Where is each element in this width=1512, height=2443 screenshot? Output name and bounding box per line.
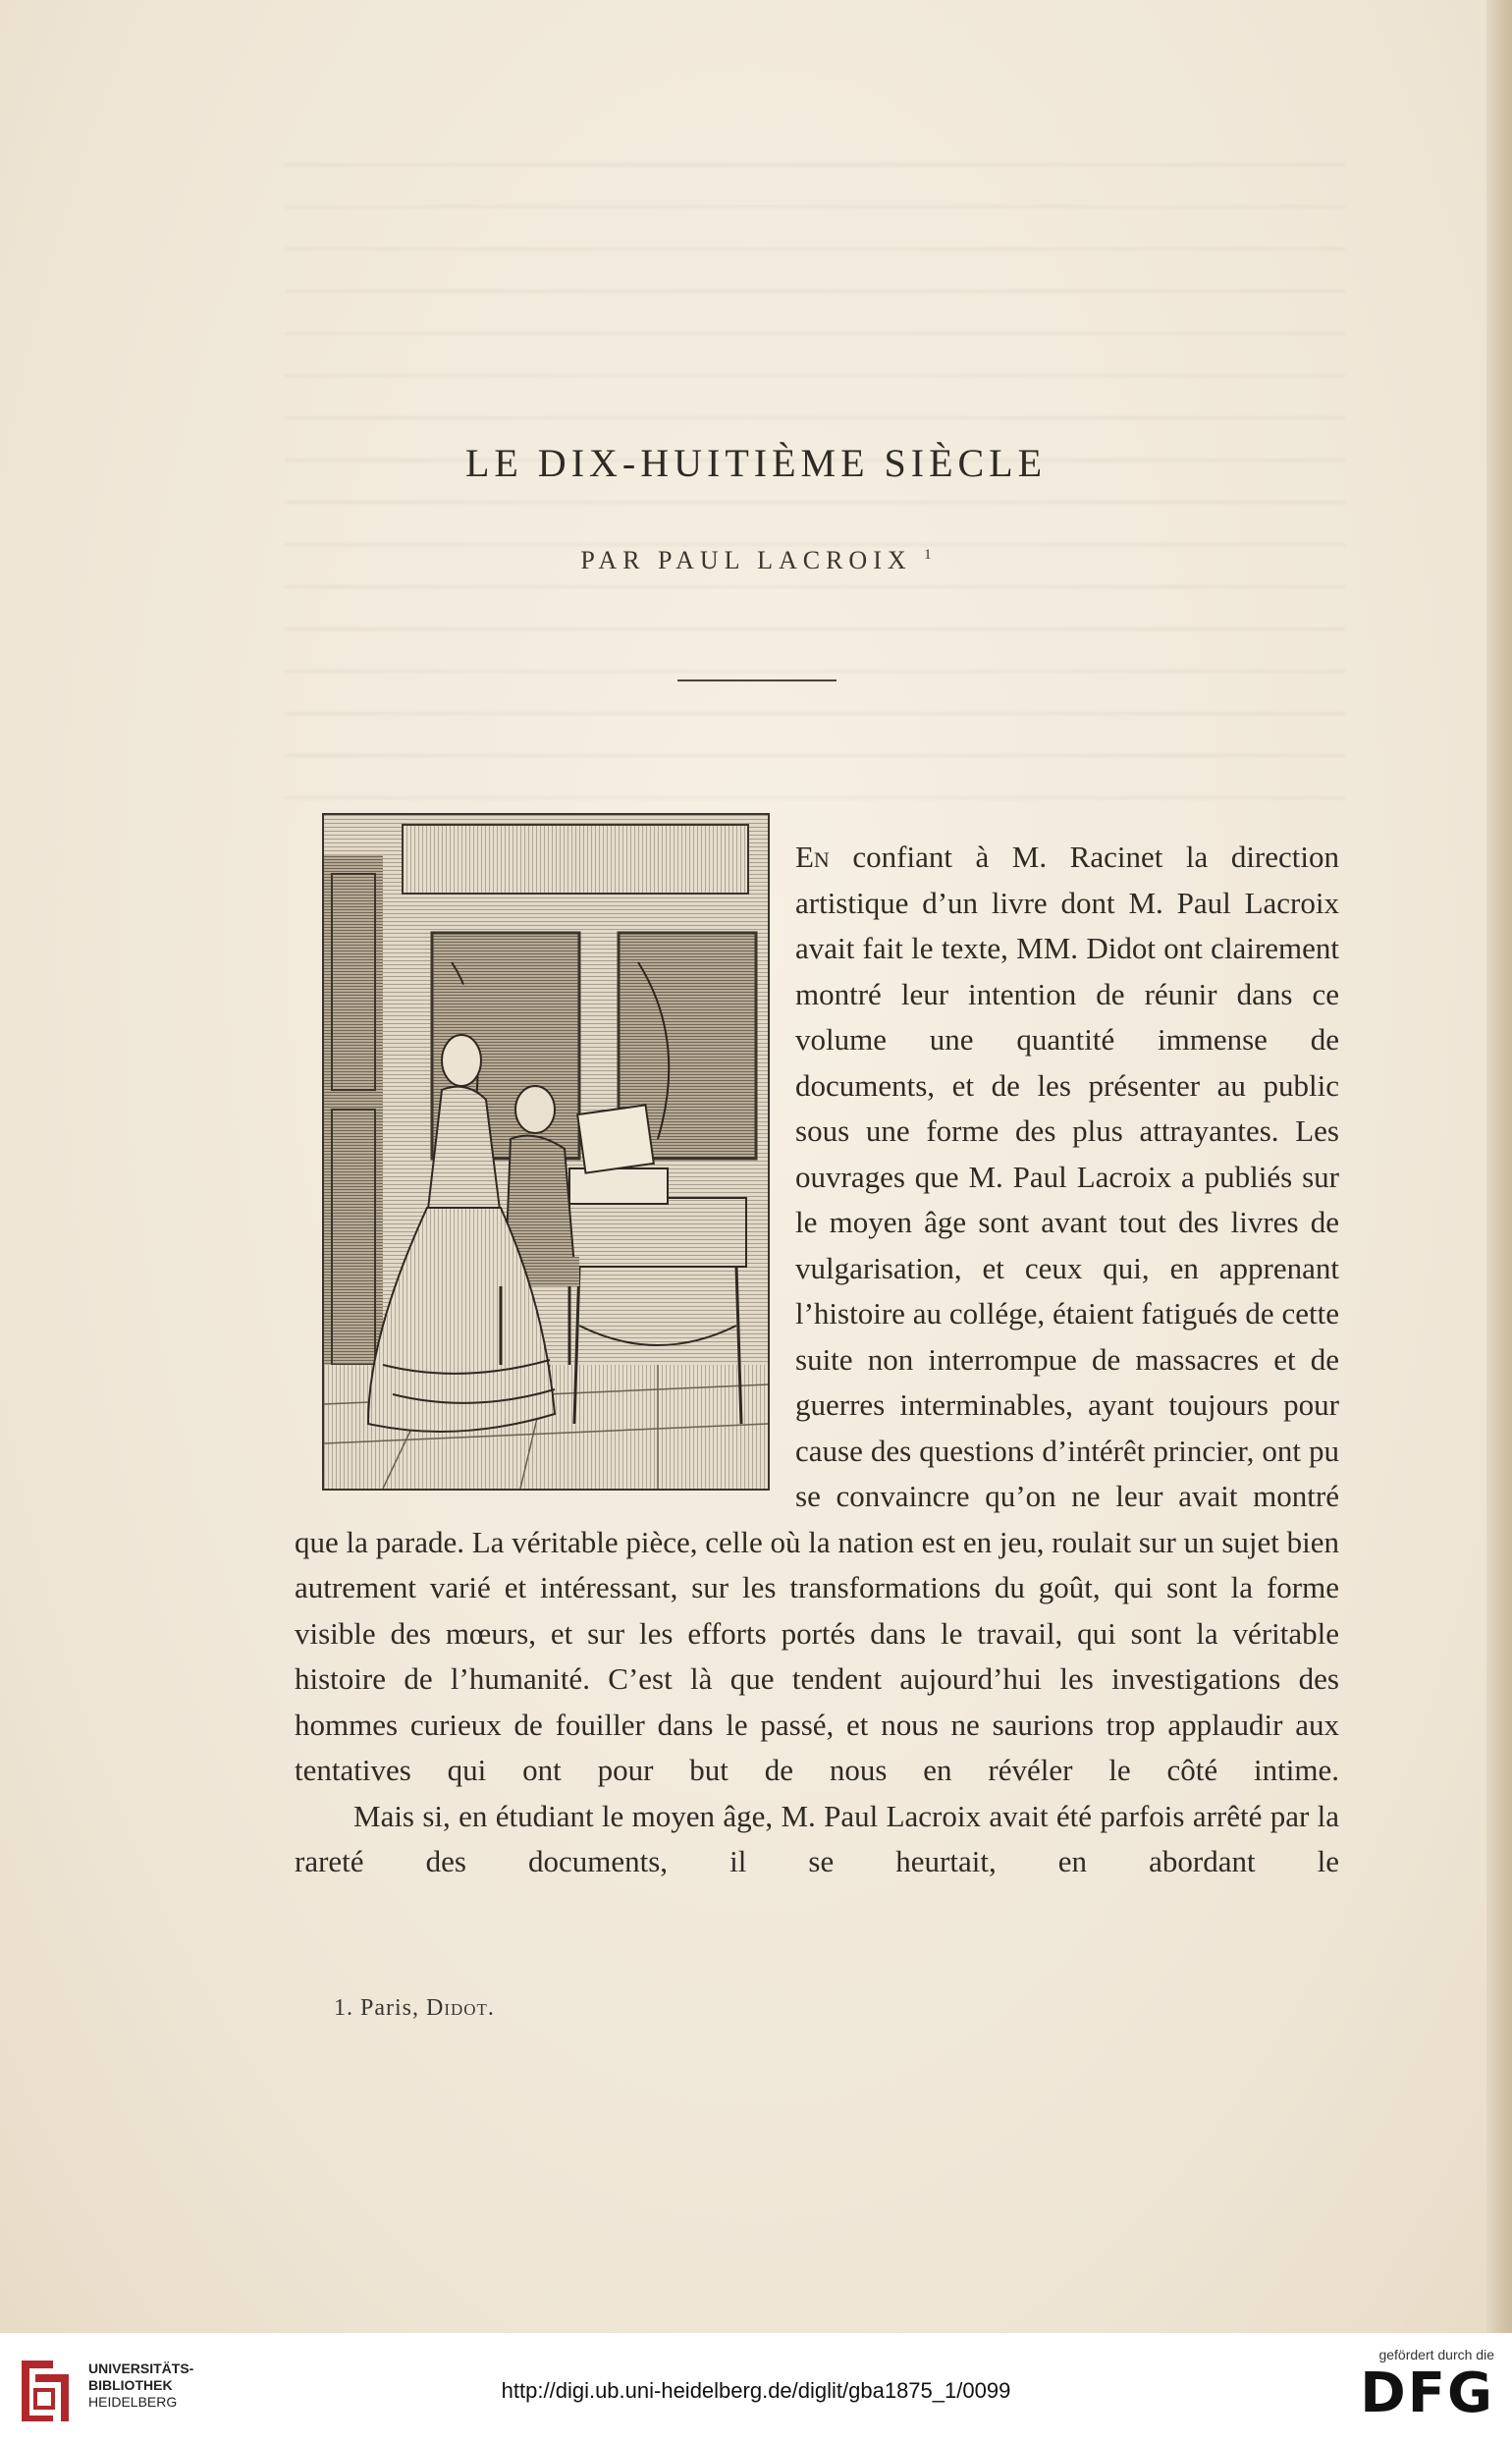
footnote-number: 1. bbox=[334, 1995, 353, 2021]
engraving-drawing bbox=[324, 815, 768, 1489]
article-title: LE DIX-HUITIÈME SIÈCLE bbox=[464, 441, 1048, 485]
dropcap-word: En bbox=[795, 840, 830, 874]
article-byline bbox=[0, 546, 1512, 575]
dfg-logo: DFG bbox=[1360, 2362, 1494, 2425]
paragraph-2: Mais si, en étudiant le moyen âge, M. Paul Lacroix avait été parfois arrêté par la rareté des documents, il se heurtait, en abordant le bbox=[295, 1798, 1339, 1878]
institution-line-3: HEIDELBERG bbox=[88, 2394, 178, 2410]
institution-line-1: UNIVERSITÄTS- bbox=[88, 2361, 194, 2376]
permalink-url[interactable]: http://digi.ub.uni-heidelberg.de/diglit/gba1875_1/0099 bbox=[501, 2378, 1011, 2403]
engraving-illustration bbox=[322, 813, 770, 1491]
byline-text: PAR PAUL LACROIX bbox=[580, 546, 912, 574]
title-rule bbox=[677, 679, 837, 681]
footnote-publisher: Didot. bbox=[426, 1995, 495, 2021]
viewer-footer bbox=[0, 2333, 1512, 2443]
paragraph-1-text: confiant à M. Racinet la direction artistique d’un livre dont M. Paul Lacroix avait fait le texte, MM. Didot ont clairement montré leur intention de réunir dans ce volume une quantité immense de documents, et de les présenter au public sous une forme des plus attrayantes. Les ouvrages que M. Paul Lacroix a publiés sur le moyen âge sont avant tout des livres de vulgarisation, et ceux qui, en apprenant l’histoire au collége, étaient fatigués de cette suite non interrompue de massacres et de guerres interminables, ayant toujours pour cause des questions d’intérêt princier, ont pu se convaincre qu’on ne leur avait montré que la parade. La véritable pièce, celle où la nation est en jeu, roulait sur un sujet bien autrement varié et intéressant, sur les transformations du goût, qui sont la forme visible des mœurs, et sur les efforts portés dans le travail, qui sont la véritable histoire de l’humanité. C’est là que tendent aujourd’hui les investigations des hommes curieux de fouiller dans le passé, et nous ne saurions trop applaudir aux tentatives qui ont pour but de nous en révéler le côté intime. bbox=[295, 840, 1339, 1787]
funded-by-text: gefördert durch die bbox=[1378, 2347, 1494, 2362]
byline-footnote-ref: 1 bbox=[924, 547, 932, 563]
institution-line-2: BIBLIOTHEK bbox=[88, 2377, 173, 2393]
footnote-text: Paris, bbox=[360, 1995, 419, 2021]
funder-block bbox=[1327, 2347, 1494, 2423]
page-edge bbox=[1486, 0, 1512, 2333]
footnote bbox=[334, 1995, 495, 2022]
